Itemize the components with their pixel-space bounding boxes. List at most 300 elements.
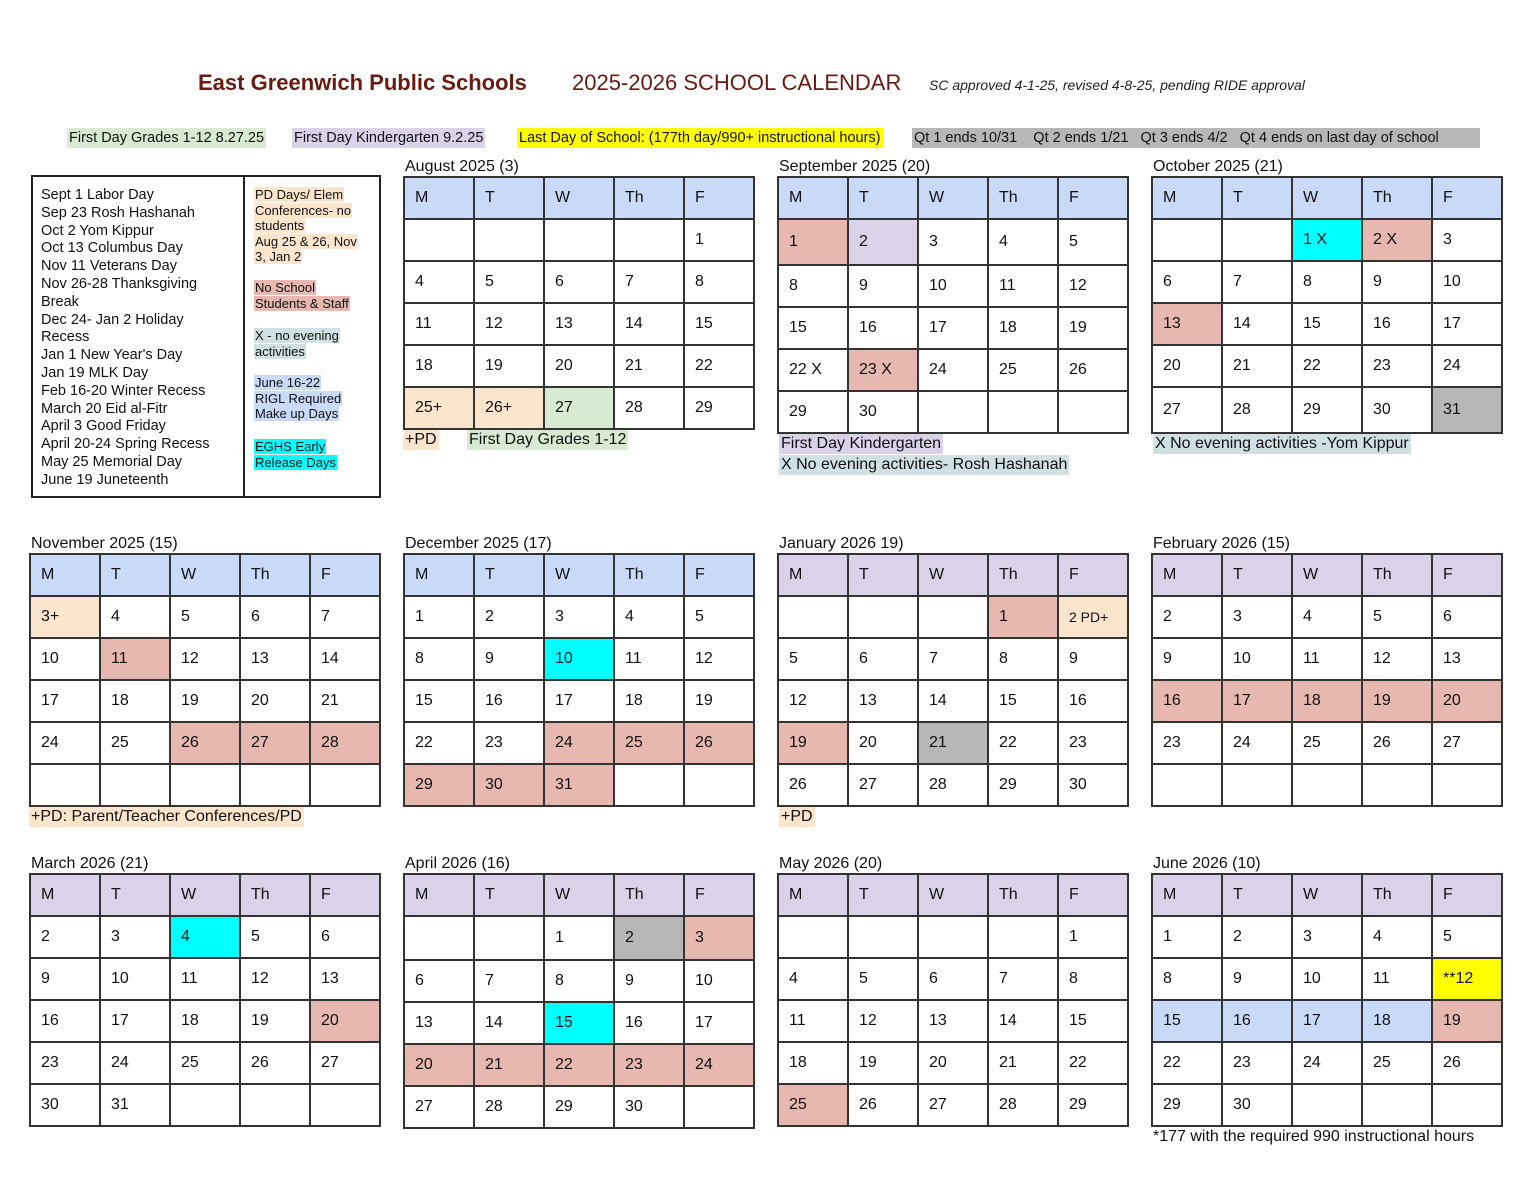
day-cell: 4 bbox=[615, 597, 685, 639]
day-cell: 27 bbox=[405, 1087, 475, 1129]
month-title-jan: January 2026 19) bbox=[779, 535, 904, 552]
day-cell: 11 bbox=[779, 1001, 849, 1043]
day-cell: 15 bbox=[545, 1003, 615, 1045]
day-cell bbox=[1433, 1085, 1503, 1127]
approval-note: SC approved 4-1-25, revised 4-8-25, pending RIDE approval bbox=[929, 77, 1305, 93]
day-cell: 6 bbox=[311, 917, 381, 959]
day-cell: 19 bbox=[849, 1043, 919, 1085]
day-cell: 24 bbox=[545, 723, 615, 765]
day-cell: 8 bbox=[405, 639, 475, 681]
day-cell: 5 bbox=[1059, 220, 1129, 266]
weekday-header-wed: W bbox=[1293, 875, 1363, 917]
month-title-oct: October 2025 (21) bbox=[1153, 158, 1283, 175]
day-cell: **12 bbox=[1433, 959, 1503, 1001]
weekday-header-wed: W bbox=[1293, 178, 1363, 220]
day-cell: 14 bbox=[989, 1001, 1059, 1043]
day-cell: 25 bbox=[101, 723, 171, 765]
holiday-item: April 20-24 Spring Recess bbox=[41, 436, 210, 453]
legend-no-evening: X - no evening activities bbox=[255, 328, 339, 359]
day-cell: 13 bbox=[405, 1003, 475, 1045]
day-cell: 30 bbox=[1363, 388, 1433, 434]
day-cell: 20 bbox=[1433, 681, 1503, 723]
weekday-header-mon: M bbox=[1153, 555, 1223, 597]
day-cell: 19 bbox=[171, 681, 241, 723]
day-cell: 5 bbox=[849, 959, 919, 1001]
day-cell: 21 bbox=[311, 681, 381, 723]
day-cell: 1 bbox=[1059, 917, 1129, 959]
day-cell: 29 bbox=[405, 765, 475, 807]
legend-makeup-days: June 16-22 RIGL Required Make up Days bbox=[255, 375, 342, 421]
holiday-item: Jan 19 MLK Day bbox=[41, 364, 149, 381]
day-cell: 16 bbox=[849, 308, 919, 350]
day-cell: 17 bbox=[919, 308, 989, 350]
day-cell: 29 bbox=[1153, 1085, 1223, 1127]
day-cell: 9 bbox=[1363, 262, 1433, 304]
weekday-header-tue: T bbox=[1223, 178, 1293, 220]
day-cell bbox=[1363, 765, 1433, 807]
day-cell: 23 bbox=[1153, 723, 1223, 765]
day-cell bbox=[1293, 765, 1363, 807]
day-cell: 5 bbox=[779, 639, 849, 681]
day-cell: 30 bbox=[615, 1087, 685, 1129]
day-cell bbox=[615, 765, 685, 807]
holiday-item: Break bbox=[41, 293, 79, 310]
day-cell: 24 bbox=[1223, 723, 1293, 765]
day-cell: 28 bbox=[1223, 388, 1293, 434]
day-cell: 18 bbox=[405, 346, 475, 388]
holiday-item: Oct 13 Columbus Day bbox=[41, 240, 183, 257]
key-quarters: Qt 1 ends 10/31 Qt 2 ends 1/21 Qt 3 ends 4/2 Qt 4 ends on last day of school bbox=[912, 128, 1480, 148]
holiday-item: Recess bbox=[41, 329, 90, 346]
day-cell: 31 bbox=[101, 1085, 171, 1127]
day-cell: 21 bbox=[615, 346, 685, 388]
day-cell: 26 bbox=[241, 1043, 311, 1085]
day-cell: 2 bbox=[31, 917, 101, 959]
day-cell: 16 bbox=[475, 681, 545, 723]
day-cell: 23 bbox=[475, 723, 545, 765]
day-cell: 9 bbox=[849, 266, 919, 308]
weekday-header-tue: T bbox=[101, 875, 171, 917]
weekday-header-wed: W bbox=[1293, 555, 1363, 597]
weekday-header-mon: M bbox=[779, 178, 849, 220]
day-cell: 7 bbox=[311, 597, 381, 639]
day-cell: 4 bbox=[1363, 917, 1433, 959]
day-cell: 27 bbox=[311, 1043, 381, 1085]
month-title-sep: September 2025 (20) bbox=[779, 158, 931, 175]
weekday-header-thu: Th bbox=[989, 875, 1059, 917]
weekday-header-mon: M bbox=[31, 555, 101, 597]
day-cell: 10 bbox=[31, 639, 101, 681]
day-cell: 30 bbox=[475, 765, 545, 807]
day-cell: 25 bbox=[615, 723, 685, 765]
day-cell bbox=[475, 220, 545, 262]
day-cell: 19 bbox=[1363, 681, 1433, 723]
day-cell: 6 bbox=[1433, 597, 1503, 639]
day-cell: 4 bbox=[989, 220, 1059, 266]
day-cell: 3+ bbox=[31, 597, 101, 639]
day-cell: 1 bbox=[1153, 917, 1223, 959]
day-cell: 1 X bbox=[1293, 220, 1363, 262]
day-cell: 9 bbox=[1223, 959, 1293, 1001]
day-cell: 9 bbox=[1153, 639, 1223, 681]
day-cell: 11 bbox=[405, 304, 475, 346]
day-cell: 26 bbox=[1433, 1043, 1503, 1085]
day-cell: 20 bbox=[919, 1043, 989, 1085]
day-cell: 18 bbox=[1363, 1001, 1433, 1043]
day-cell: 12 bbox=[1363, 639, 1433, 681]
day-cell: 22 bbox=[1293, 346, 1363, 388]
day-cell bbox=[779, 597, 849, 639]
day-cell: 7 bbox=[615, 262, 685, 304]
weekday-header-mon: M bbox=[31, 875, 101, 917]
day-cell: 17 bbox=[1433, 304, 1503, 346]
day-cell: 5 bbox=[475, 262, 545, 304]
day-cell: 24 bbox=[1293, 1043, 1363, 1085]
key-last-day: Last Day of School: (177th day/990+ instructional hours) bbox=[519, 130, 881, 146]
day-cell: 14 bbox=[475, 1003, 545, 1045]
weekday-header-fri: F bbox=[311, 555, 381, 597]
day-cell: 23 bbox=[1059, 723, 1129, 765]
day-cell: 2 bbox=[1223, 917, 1293, 959]
day-cell: 20 bbox=[545, 346, 615, 388]
day-cell: 25 bbox=[1363, 1043, 1433, 1085]
day-cell: 2 bbox=[849, 220, 919, 266]
day-cell: 3 bbox=[101, 917, 171, 959]
calendar-title: 2025-2026 SCHOOL CALENDAR bbox=[572, 70, 902, 95]
day-cell: 25 bbox=[779, 1085, 849, 1127]
day-cell: 4 bbox=[779, 959, 849, 1001]
day-cell: 28 bbox=[989, 1085, 1059, 1127]
holiday-item: Jan 1 New Year's Day bbox=[41, 347, 183, 364]
day-cell: 16 bbox=[1153, 681, 1223, 723]
weekday-header-fri: F bbox=[1433, 178, 1503, 220]
weekday-header-wed: W bbox=[171, 555, 241, 597]
day-cell: 6 bbox=[545, 262, 615, 304]
nov-pd-note: +PD: Parent/Teacher Conferences/PD bbox=[31, 808, 302, 825]
day-cell bbox=[1433, 765, 1503, 807]
day-cell: 20 bbox=[241, 681, 311, 723]
day-cell: 1 bbox=[685, 220, 755, 262]
day-cell: 13 bbox=[311, 959, 381, 1001]
day-cell: 13 bbox=[849, 681, 919, 723]
day-cell bbox=[31, 765, 101, 807]
day-cell: 11 bbox=[989, 266, 1059, 308]
day-cell bbox=[241, 765, 311, 807]
weekday-header-wed: W bbox=[545, 875, 615, 917]
day-cell: 19 bbox=[685, 681, 755, 723]
holiday-item: May 25 Memorial Day bbox=[41, 453, 183, 470]
oct-x-note: X No evening activities -Yom Kippur bbox=[1155, 435, 1409, 452]
day-cell: 22 bbox=[405, 723, 475, 765]
day-cell: 4 bbox=[101, 597, 171, 639]
day-cell: 24 bbox=[31, 723, 101, 765]
day-cell bbox=[849, 917, 919, 959]
day-cell: 27 bbox=[1153, 388, 1223, 434]
day-cell: 7 bbox=[475, 961, 545, 1003]
day-cell: 18 bbox=[779, 1043, 849, 1085]
day-cell: 23 bbox=[1363, 346, 1433, 388]
day-cell: 13 bbox=[1433, 639, 1503, 681]
day-cell bbox=[241, 1085, 311, 1127]
day-cell: 4 bbox=[171, 917, 241, 959]
weekday-header-mon: M bbox=[405, 875, 475, 917]
calendar-grid-oct bbox=[1151, 176, 1503, 434]
day-cell: 3 bbox=[919, 220, 989, 266]
day-cell: 27 bbox=[241, 723, 311, 765]
day-cell: 3 bbox=[1293, 917, 1363, 959]
legend-divider bbox=[243, 177, 245, 498]
day-cell: 11 bbox=[1363, 959, 1433, 1001]
day-cell: 15 bbox=[1293, 304, 1363, 346]
key-first-day: First Day Grades 1-12 8.27.25 bbox=[69, 130, 265, 146]
day-cell: 27 bbox=[919, 1085, 989, 1127]
day-cell: 3 bbox=[545, 597, 615, 639]
day-cell: 29 bbox=[779, 392, 849, 434]
weekday-header-thu: Th bbox=[1363, 555, 1433, 597]
day-cell bbox=[171, 765, 241, 807]
day-cell bbox=[405, 917, 475, 961]
day-cell: 20 bbox=[849, 723, 919, 765]
holiday-item: April 3 Good Friday bbox=[41, 418, 166, 435]
day-cell bbox=[1293, 1085, 1363, 1127]
weekday-header-thu: Th bbox=[1363, 875, 1433, 917]
calendar-grid-may bbox=[777, 873, 1129, 1127]
day-cell bbox=[849, 597, 919, 639]
weekday-header-tue: T bbox=[849, 875, 919, 917]
weekday-header-tue: T bbox=[849, 555, 919, 597]
weekday-header-wed: W bbox=[919, 178, 989, 220]
day-cell: 24 bbox=[1433, 346, 1503, 388]
day-cell: 17 bbox=[1223, 681, 1293, 723]
weekday-header-wed: W bbox=[919, 555, 989, 597]
holiday-item: June 19 Juneteenth bbox=[41, 471, 169, 488]
day-cell: 1 bbox=[545, 917, 615, 961]
calendar-grid-aug bbox=[403, 176, 755, 430]
day-cell: 30 bbox=[1223, 1085, 1293, 1127]
day-cell: 18 bbox=[171, 1001, 241, 1043]
holiday-item: March 20 Eid al-Fitr bbox=[41, 400, 168, 417]
day-cell bbox=[919, 917, 989, 959]
weekday-header-wed: W bbox=[171, 875, 241, 917]
day-cell: 9 bbox=[31, 959, 101, 1001]
day-cell: 11 bbox=[615, 639, 685, 681]
day-cell bbox=[1059, 392, 1129, 434]
day-cell: 1 bbox=[989, 597, 1059, 639]
day-cell: 26 bbox=[779, 765, 849, 807]
day-cell bbox=[405, 220, 475, 262]
day-cell: 22 bbox=[989, 723, 1059, 765]
day-cell: 18 bbox=[989, 308, 1059, 350]
day-cell: 30 bbox=[1059, 765, 1129, 807]
holiday-item: Nov 11 Veterans Day bbox=[41, 258, 177, 275]
day-cell: 26 bbox=[685, 723, 755, 765]
weekday-header-fri: F bbox=[311, 875, 381, 917]
day-cell: 12 bbox=[241, 959, 311, 1001]
day-cell: 18 bbox=[615, 681, 685, 723]
day-cell: 16 bbox=[1059, 681, 1129, 723]
day-cell: 3 bbox=[1223, 597, 1293, 639]
day-cell: 22 bbox=[545, 1045, 615, 1087]
weekday-header-tue: T bbox=[475, 555, 545, 597]
weekday-header-wed: W bbox=[545, 178, 615, 220]
day-cell bbox=[1223, 220, 1293, 262]
day-cell: 2 bbox=[475, 597, 545, 639]
weekday-header-fri: F bbox=[1433, 555, 1503, 597]
day-cell: 29 bbox=[1293, 388, 1363, 434]
day-cell: 2 PD+ bbox=[1059, 597, 1129, 639]
day-cell: 19 bbox=[475, 346, 545, 388]
month-title-jun: June 2026 (10) bbox=[1153, 855, 1261, 872]
day-cell: 1 bbox=[779, 220, 849, 266]
day-cell: 15 bbox=[989, 681, 1059, 723]
day-cell: 26 bbox=[1059, 350, 1129, 392]
day-cell: 15 bbox=[405, 681, 475, 723]
calendar-grid-feb bbox=[1151, 553, 1503, 807]
day-cell: 18 bbox=[1293, 681, 1363, 723]
day-cell: 6 bbox=[241, 597, 311, 639]
calendar-grid-jun bbox=[1151, 873, 1503, 1127]
day-cell bbox=[685, 765, 755, 807]
day-cell: 25 bbox=[989, 350, 1059, 392]
day-cell: 21 bbox=[475, 1045, 545, 1087]
day-cell: 25+ bbox=[405, 388, 475, 430]
day-cell: 16 bbox=[31, 1001, 101, 1043]
day-cell bbox=[101, 765, 171, 807]
weekday-header-thu: Th bbox=[615, 875, 685, 917]
day-cell: 19 bbox=[1433, 1001, 1503, 1043]
weekday-header-thu: Th bbox=[241, 875, 311, 917]
key-first-day-k: First Day Kindergarten 9.2.25 bbox=[294, 130, 484, 146]
day-cell: 6 bbox=[849, 639, 919, 681]
day-cell: 4 bbox=[1293, 597, 1363, 639]
day-cell: 20 bbox=[311, 1001, 381, 1043]
month-title-dec: December 2025 (17) bbox=[405, 535, 552, 552]
month-title-may: May 2026 (20) bbox=[779, 855, 883, 872]
day-cell: 21 bbox=[919, 723, 989, 765]
day-cell: 3 bbox=[685, 917, 755, 961]
day-cell: 10 bbox=[1223, 639, 1293, 681]
day-cell: 6 bbox=[1153, 262, 1223, 304]
jan-pd-note: +PD bbox=[781, 808, 813, 825]
weekday-header-tue: T bbox=[101, 555, 171, 597]
day-cell: 8 bbox=[1293, 262, 1363, 304]
weekday-header-thu: Th bbox=[989, 178, 1059, 220]
day-cell: 17 bbox=[1293, 1001, 1363, 1043]
legend-pd-days: PD Days/ Elem Conferences- no students Aug 25 & 26, Nov 3, Jan 2 bbox=[255, 187, 357, 264]
weekday-header-tue: T bbox=[475, 178, 545, 220]
day-cell: 29 bbox=[1059, 1085, 1129, 1127]
day-cell bbox=[311, 1085, 381, 1127]
day-cell: 12 bbox=[475, 304, 545, 346]
day-cell: 14 bbox=[615, 304, 685, 346]
weekday-header-fri: F bbox=[1433, 875, 1503, 917]
day-cell bbox=[545, 220, 615, 262]
day-cell: 22 bbox=[1059, 1043, 1129, 1085]
holiday-item: Oct 2 Yom Kippur bbox=[41, 222, 154, 239]
day-cell: 10 bbox=[919, 266, 989, 308]
day-cell: 15 bbox=[685, 304, 755, 346]
weekday-header-thu: Th bbox=[241, 555, 311, 597]
legend-no-school: No School Students & Staff bbox=[255, 280, 349, 311]
day-cell: 23 X bbox=[849, 350, 919, 392]
day-cell: 22 bbox=[685, 346, 755, 388]
day-cell: 15 bbox=[1059, 1001, 1129, 1043]
day-cell: 30 bbox=[31, 1085, 101, 1127]
month-title-mar: March 2026 (21) bbox=[31, 855, 149, 872]
day-cell: 5 bbox=[1363, 597, 1433, 639]
day-cell: 6 bbox=[405, 961, 475, 1003]
day-cell: 12 bbox=[1059, 266, 1129, 308]
holiday-item: Sep 23 Rosh Hashanah bbox=[41, 204, 195, 221]
day-cell: 17 bbox=[101, 1001, 171, 1043]
day-cell bbox=[615, 220, 685, 262]
weekday-header-wed: W bbox=[919, 875, 989, 917]
day-cell: 28 bbox=[311, 723, 381, 765]
calendar-grid-dec bbox=[403, 553, 755, 807]
day-cell bbox=[475, 917, 545, 961]
day-cell: 3 bbox=[1433, 220, 1503, 262]
day-cell: 12 bbox=[779, 681, 849, 723]
day-cell: 10 bbox=[685, 961, 755, 1003]
weekday-header-thu: Th bbox=[615, 555, 685, 597]
month-title-aug: August 2025 (3) bbox=[405, 158, 519, 175]
day-cell: 27 bbox=[849, 765, 919, 807]
weekday-header-tue: T bbox=[1223, 555, 1293, 597]
day-cell: 17 bbox=[31, 681, 101, 723]
weekday-header-fri: F bbox=[1059, 178, 1129, 220]
day-cell: 16 bbox=[1223, 1001, 1293, 1043]
weekday-header-mon: M bbox=[779, 875, 849, 917]
sep-x-note: X No evening activities- Rosh Hashanah bbox=[781, 456, 1068, 473]
day-cell: 12 bbox=[171, 639, 241, 681]
day-cell: 8 bbox=[1153, 959, 1223, 1001]
weekday-header-mon: M bbox=[405, 178, 475, 220]
day-cell bbox=[989, 917, 1059, 959]
month-title-nov: November 2025 (15) bbox=[31, 535, 178, 552]
school-name: East Greenwich Public Schools bbox=[198, 70, 527, 95]
day-cell: 6 bbox=[919, 959, 989, 1001]
day-cell: 17 bbox=[545, 681, 615, 723]
day-cell bbox=[1153, 220, 1223, 262]
day-cell: 12 bbox=[849, 1001, 919, 1043]
day-cell bbox=[989, 392, 1059, 434]
day-cell: 29 bbox=[989, 765, 1059, 807]
day-cell: 25 bbox=[1293, 723, 1363, 765]
holiday-item: Dec 24- Jan 2 Holiday bbox=[41, 311, 184, 328]
day-cell: 28 bbox=[615, 388, 685, 430]
day-cell: 16 bbox=[615, 1003, 685, 1045]
day-cell: 14 bbox=[919, 681, 989, 723]
aug-pd-note: +PD bbox=[405, 431, 437, 448]
day-cell: 2 bbox=[1153, 597, 1223, 639]
holiday-item: Sept 1 Labor Day bbox=[41, 187, 154, 203]
day-cell: 1 bbox=[405, 597, 475, 639]
day-cell: 8 bbox=[779, 266, 849, 308]
day-cell bbox=[1363, 1085, 1433, 1127]
day-cell: 14 bbox=[1223, 304, 1293, 346]
legend-early-release: EGHS Early Release Days bbox=[255, 439, 336, 470]
weekday-header-thu: Th bbox=[989, 555, 1059, 597]
day-cell: 10 bbox=[1433, 262, 1503, 304]
day-cell: 29 bbox=[685, 388, 755, 430]
day-cell: 25 bbox=[171, 1043, 241, 1085]
day-cell: 13 bbox=[241, 639, 311, 681]
day-cell: 2 bbox=[615, 917, 685, 961]
day-cell: 2 X bbox=[1363, 220, 1433, 262]
day-cell: 27 bbox=[545, 388, 615, 430]
weekday-header-fri: F bbox=[685, 178, 755, 220]
day-cell: 31 bbox=[545, 765, 615, 807]
